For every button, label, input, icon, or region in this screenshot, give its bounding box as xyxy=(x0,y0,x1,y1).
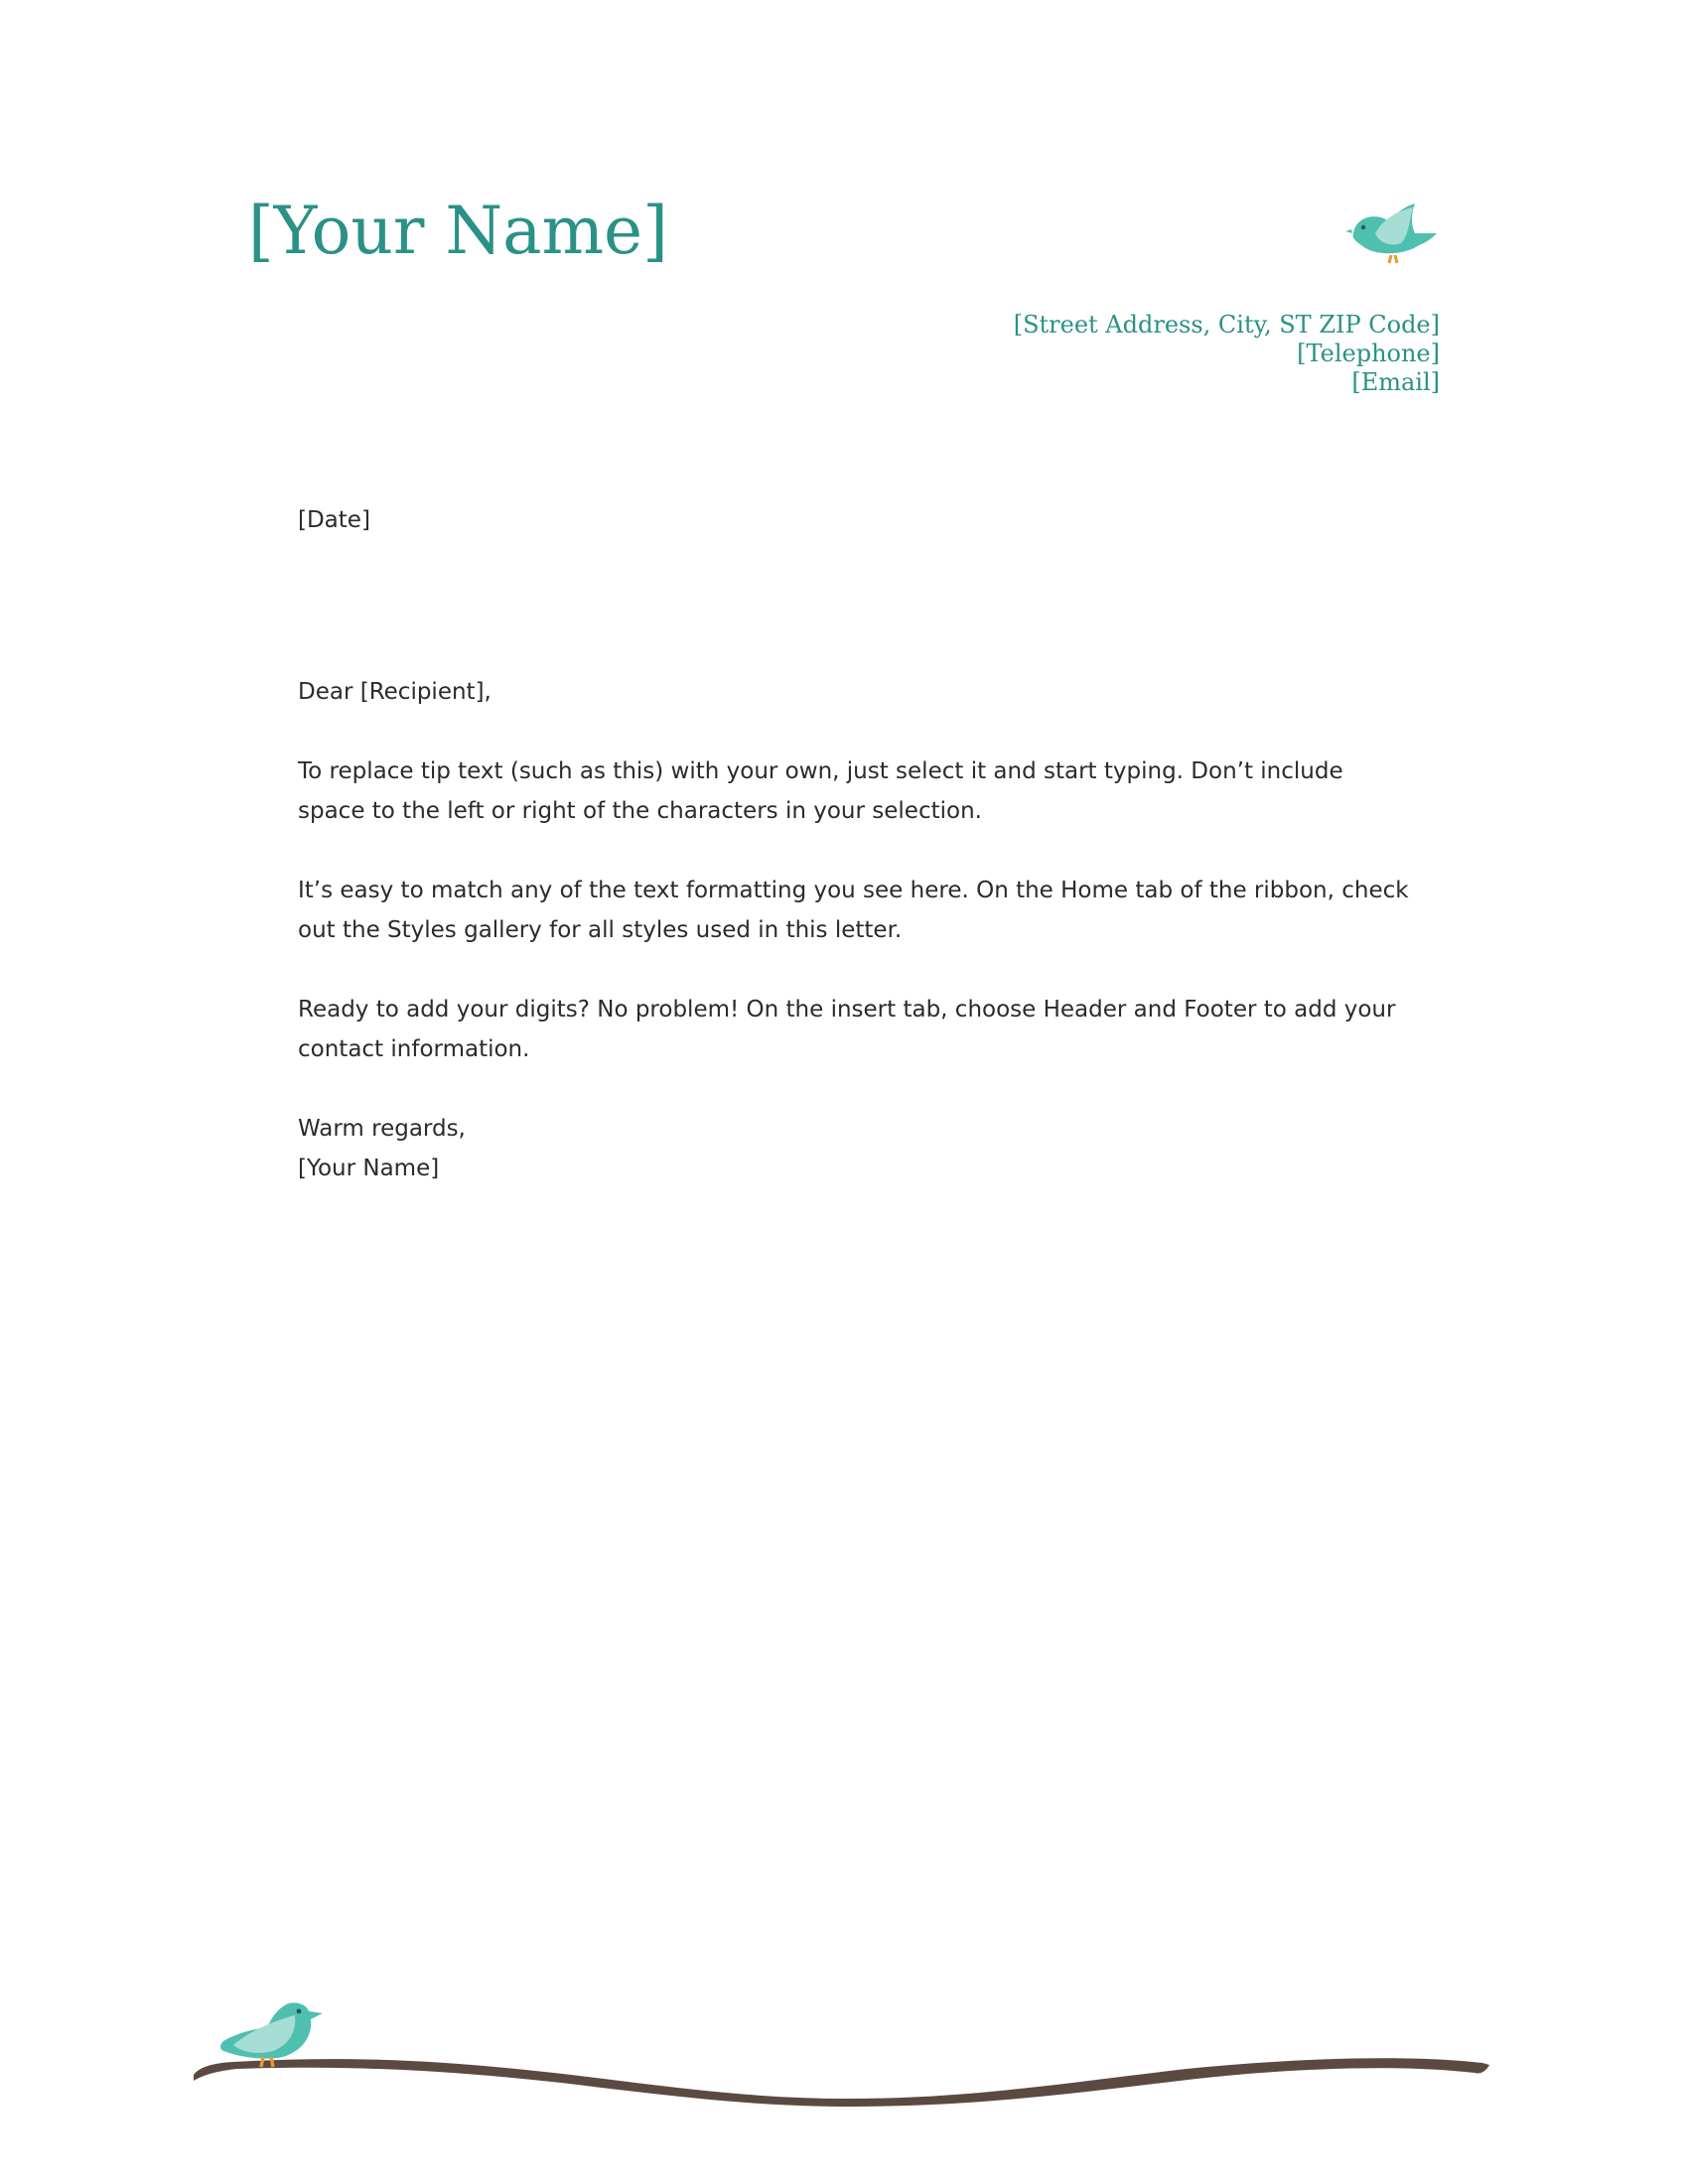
street-address[interactable]: [Street Address, City, ST ZIP Code] xyxy=(1013,311,1440,339)
footer-bird-icon xyxy=(220,2002,323,2067)
telephone[interactable]: [Telephone] xyxy=(1297,340,1440,367)
signature[interactable]: [Your Name] xyxy=(298,1156,440,1181)
sender-name-title[interactable]: [Your Name] xyxy=(248,193,668,269)
body-paragraph-3[interactable]: Ready to add your digits? No problem! On the insert tab, choose Header and Footer to add your contact information. xyxy=(298,997,1396,1062)
letter-body xyxy=(298,500,1410,1188)
body-paragraph-2[interactable]: It’s easy to match any of the text formatting you see here. On the Home tab of the ribbon, check out the Styles gallery for all styles used in this letter. xyxy=(298,878,1409,943)
email[interactable]: [Email] xyxy=(1351,368,1440,396)
salutation[interactable]: Dear [Recipient], xyxy=(298,679,492,705)
body-paragraph-1[interactable]: To replace tip text (such as this) with your own, just select it and start typing. Don’t include space to the left or right of the characters in your selection. xyxy=(298,758,1343,824)
bird-icon xyxy=(1345,204,1440,273)
bird-on-branch-icon xyxy=(194,1966,1494,2115)
date-line[interactable]: [Date] xyxy=(298,507,370,533)
closing[interactable]: Warm regards, xyxy=(298,1116,466,1142)
contact-block xyxy=(1014,311,1440,397)
